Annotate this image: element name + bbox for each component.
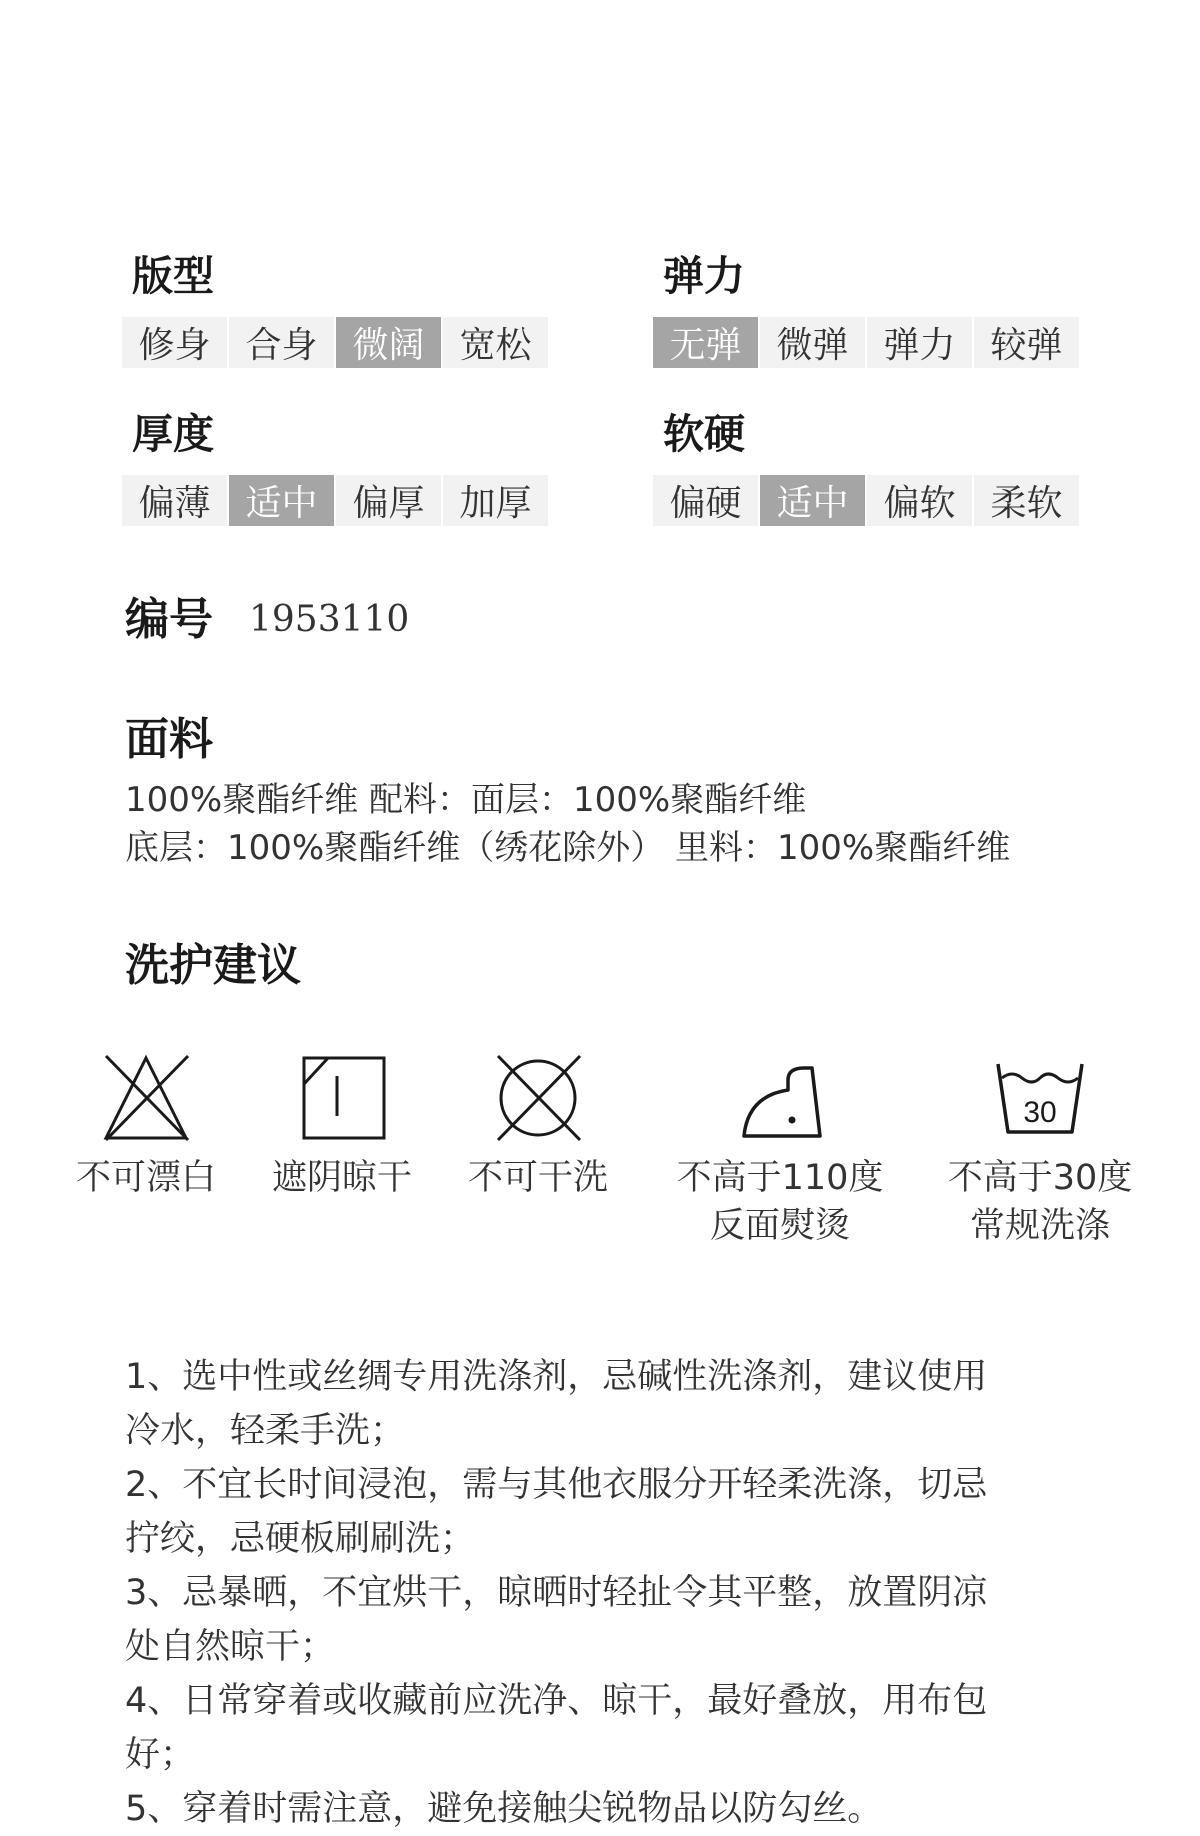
wash-30-icon [992,1050,1088,1146]
fabric-line: 底层：100%聚酯纤维（绣花除外） 里料：100%聚酯纤维 [125,828,1011,868]
attr-option: 宽松 [443,317,548,368]
attr-options [122,475,548,526]
care-tips [125,1350,1005,1836]
care-item [242,1050,442,1202]
iron-low-icon [732,1050,828,1146]
attr-title: 厚度 [132,410,214,458]
care-label-line: 反面熨烫 [709,1206,850,1246]
care-item [438,1050,638,1202]
care-label-line: 不高于110度 [676,1158,884,1198]
care-item [46,1050,246,1202]
attr-option: 偏薄 [122,475,227,526]
care-label-line: 常规洗涤 [969,1206,1110,1246]
attr-option: 柔软 [974,475,1079,526]
attr-option: 偏软 [867,475,972,526]
attr-title: 软硬 [663,410,745,458]
attr-options [653,475,1079,526]
wash-temp-badge: 30 [1023,1096,1057,1129]
care-item [920,1050,1160,1250]
product-code [125,594,410,645]
care-label [920,1154,1160,1250]
attr-option: 弹力 [867,317,972,368]
attr-title: 弹力 [663,252,745,300]
attr-option: 偏厚 [336,475,441,526]
attr-option: 修身 [122,317,227,368]
attr-thickness [122,410,548,526]
care-tip: 2、不宜长时间浸泡，需与其他衣服分开轻柔洗涤，切忌拧绞，忌硬板刷刷洗； [125,1465,988,1559]
attr-option: 无弹 [653,317,758,368]
attr-softness [653,410,1079,526]
attr-title: 版型 [132,252,214,300]
code-value: 1953110 [249,599,410,640]
care-tip: 3、忌暴晒，不宜烘干，晾晒时轻扯令其平整，放置阴凉处自然晾干； [125,1573,988,1667]
attr-option: 适中 [760,475,865,526]
care-tip: 5、穿着时需注意，避免接触尖锐物品以防勾丝。 [125,1789,883,1829]
shade-dry-icon [294,1050,390,1146]
fabric-line: 100%聚酯纤维 配料：面层：100%聚酯纤维 [125,780,807,820]
no-bleach-icon [98,1050,194,1146]
care-tip: 1、选中性或丝绸专用洗涤剂，忌碱性洗涤剂，建议使用冷水，轻柔手洗； [125,1357,988,1451]
care-label: 不可干洗 [467,1158,608,1198]
care-label-line: 不高于30度 [947,1158,1133,1198]
attr-option: 适中 [229,475,334,526]
attr-options [122,317,548,368]
attr-elasticity [653,252,1079,368]
fabric-title: 面料 [125,714,213,765]
attr-fit [122,252,548,368]
care-tip: 4、日常穿着或收藏前应洗净、晾干，最好叠放，用布包好； [125,1681,988,1775]
fabric-section [125,714,1011,872]
care-title: 洗护建议 [125,940,301,991]
attr-option: 较弹 [974,317,1079,368]
attr-options [653,317,1079,368]
care-item [660,1050,900,1250]
attr-option: 加厚 [443,475,548,526]
attr-option: 合身 [229,317,334,368]
care-label: 不可漂白 [75,1158,216,1198]
attr-option: 微弹 [760,317,865,368]
code-label: 编号 [125,594,213,645]
no-dry-clean-icon [490,1050,586,1146]
care-label [660,1154,900,1250]
care-label: 遮阴晾干 [271,1158,412,1198]
attr-option: 偏硬 [653,475,758,526]
attr-option: 微阔 [336,317,441,368]
